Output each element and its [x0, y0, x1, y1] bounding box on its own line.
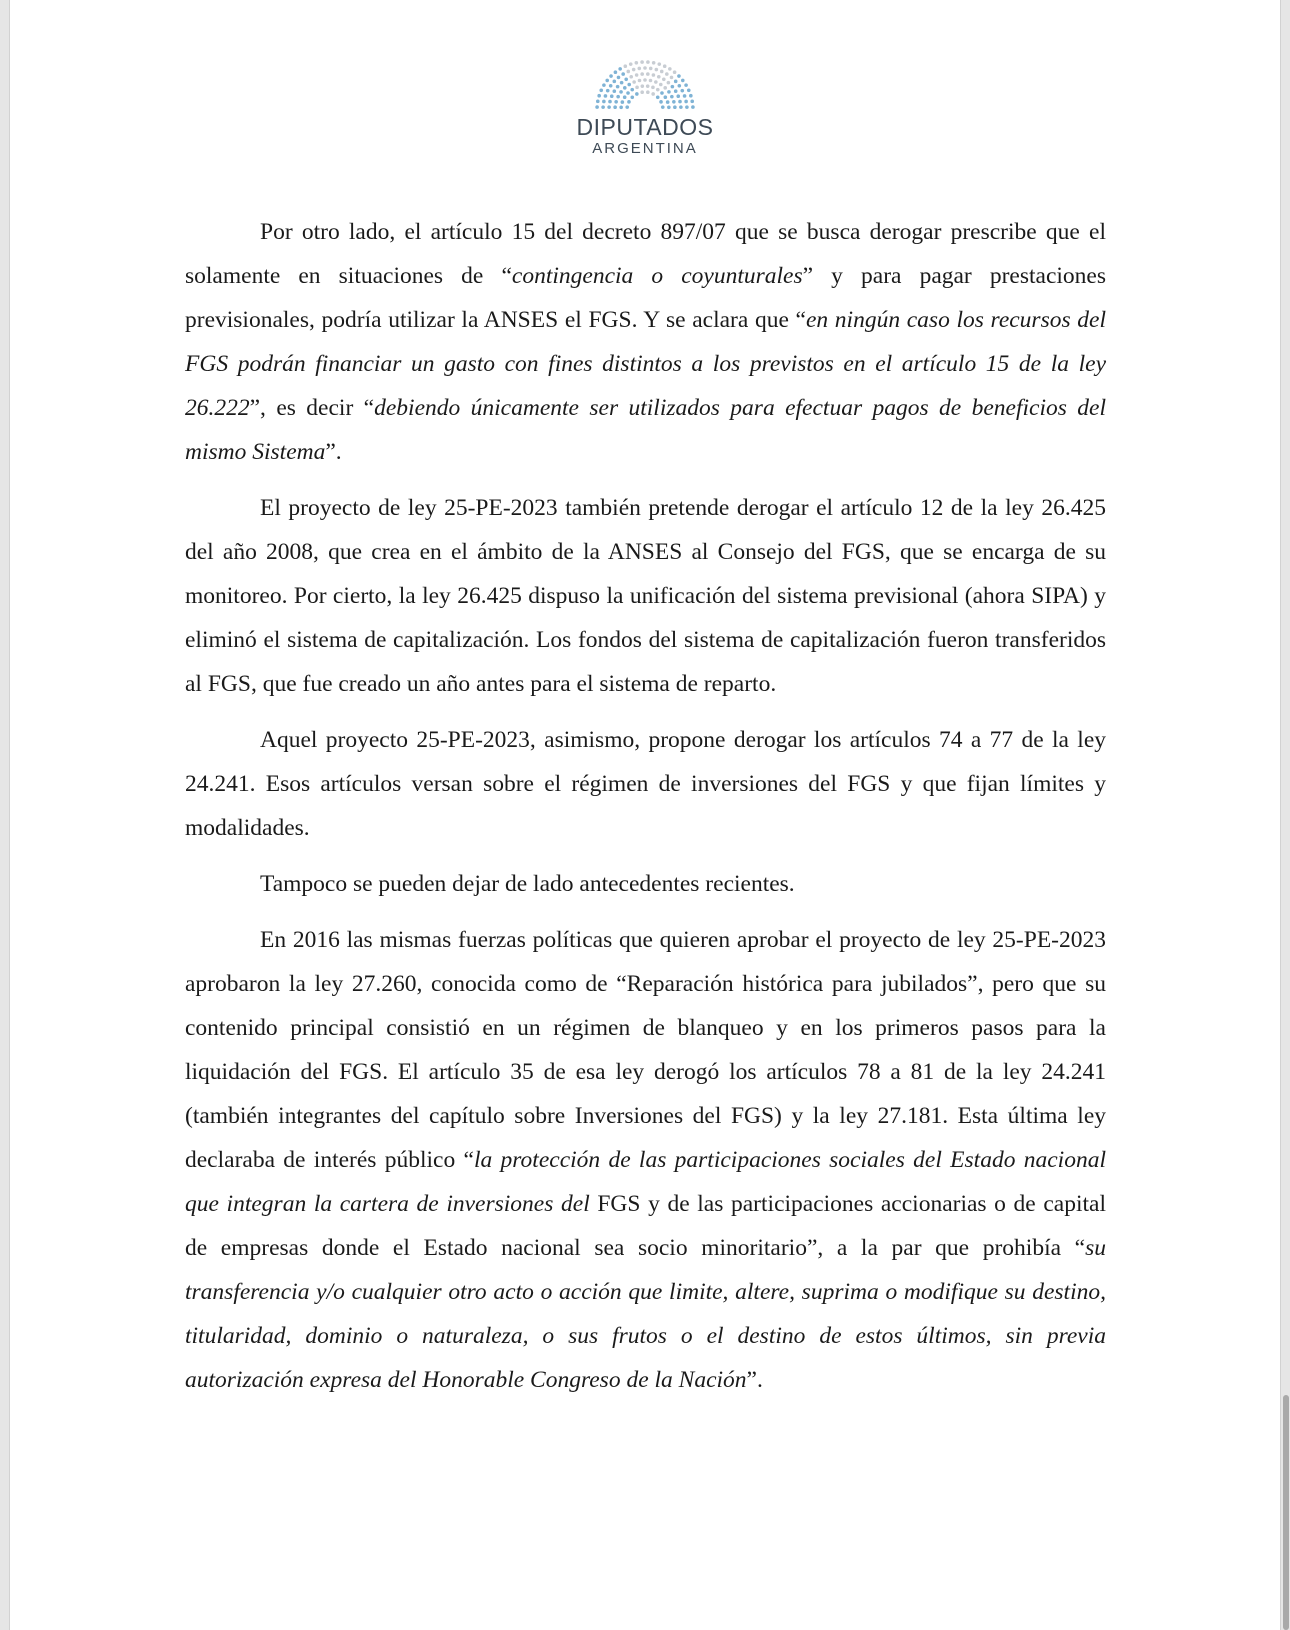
quoted-italic-text: contingencia o coyunturales — [511, 263, 803, 289]
hemicycle-seat-dot — [606, 89, 610, 93]
paragraph-text: Por otro lado, el artículo 15 del decreto 897/07 que se busca derogar prescribe que el solamente en situaciones de “ — [185, 219, 1106, 289]
hemicycle-seat-dot — [626, 91, 630, 95]
hemicycle-seat-dot — [595, 105, 599, 109]
hemicycle-seat-dot — [680, 89, 684, 93]
hemicycle-seat-dot — [625, 105, 629, 109]
hemicycle-seat-dot — [659, 83, 663, 87]
logo-subtitle: ARGENTINA — [592, 140, 698, 157]
hemicycle-seat-dot — [667, 81, 671, 85]
hemicycle-seat-dot — [672, 100, 676, 104]
paragraph-text: En 2016 las mismas fuerzas políticas que quieren aprobar el proyecto de ley 25-PE-2023 aprobaron la ley 27.260, conocida como de “Reparación histórica para jubilados”, pero que su contenido principal consistió en un régimen de blanqueo y en los primeros pasos para la liquidación del FGS. El artículo 35 de esa ley derogó los artículos 78 a 81 de la ley 24.241 (también integrantes del capítulo sobre Inversiones del FGS) y la ley 27.181. Esta última ley declaraba de interés público “ — [185, 927, 1106, 1173]
document-body — [185, 210, 1106, 1414]
paragraph-2 — [185, 486, 1106, 706]
hemicycle-seat-dot — [670, 76, 674, 80]
hemicycle-seat-dot — [624, 78, 628, 82]
hemicycle-seat-dot — [613, 105, 617, 109]
hemicycle-seat-dot — [632, 68, 636, 72]
hemicycle-seat-dot — [641, 84, 645, 88]
paragraph-text: Tampoco se pueden dejar de lado antecedentes recientes. — [260, 871, 795, 897]
hemicycle-seat-dot — [663, 86, 667, 90]
hemicycle-seat-dot — [643, 66, 647, 70]
hemicycle-seat-dot — [643, 78, 647, 82]
quoted-italic-text: su transferencia y/o cualquier otro acto o acción que limite, altere, suprima o modifique su destino, titularidad, dominio o naturaleza, o sus frutos o el destino de estos últimos, sin previa autorización expresa del Honorable Congreso de la Nación — [185, 1235, 1106, 1393]
hemicycle-seat-dot — [661, 105, 665, 109]
hemicycle-seat-dot — [608, 100, 612, 104]
hemicycle-seat-dot — [667, 90, 671, 94]
hemicycle-seat-dot — [664, 95, 668, 99]
paragraph-text: ”. — [746, 1367, 763, 1393]
paragraph-text: El proyecto de ley 25-PE-2023 también pretende derogar el artículo 12 de la ley 26.425 del año 2008, que crea en el ámbito de la ANSES al Consejo del FGS, que se encarga de su monitoreo. Por cierto, la ley 26.425 dispuso la unificación del sistema previsional (ahora SIPA) y eliminó el sistema de capitalización. Los fondos del sistema de capitalización fueron transferidos al FGS, que fue creado un año antes para el sistema de reparto. — [185, 495, 1106, 697]
paragraph-text: ” y para pagar prestaciones previsionales, podría utilizar la ANSES el FGS. Y se aclara que “ — [185, 263, 1107, 333]
hemicycle-seat-dot — [610, 94, 614, 98]
hemicycle-seat-dot — [659, 100, 663, 104]
hemicycle-seat-dot — [614, 100, 618, 104]
hemicycle-seat-dot — [609, 84, 613, 88]
page-edge-left — [0, 0, 10, 1630]
hemicycle-seat-dot — [676, 94, 680, 98]
hemicycle-seat-dot — [607, 105, 611, 109]
hemicycle-seat-dot — [656, 95, 660, 99]
hemicycle-seat-dot — [674, 80, 678, 84]
hemicycle-seat-dot — [635, 73, 639, 77]
hemicycle-seat-dot — [602, 100, 606, 104]
paragraph-text: ”. — [325, 439, 342, 465]
hemicycle-seat-dot — [605, 79, 609, 83]
hemicycle-seat-dot — [617, 76, 621, 80]
hemicycle-seat-dot — [616, 85, 620, 89]
hemicycle-seat-dot — [599, 89, 603, 93]
hemicycle-seat-dot — [678, 100, 682, 104]
hemicycle-seat-dot — [651, 92, 655, 96]
hemicycle-seat-dot — [690, 100, 694, 104]
hemicycle-seat-dot — [689, 94, 693, 98]
hemicycle-seat-dot — [629, 62, 633, 66]
hemicycle-seat-dot — [684, 100, 688, 104]
paragraph-4 — [185, 862, 1106, 906]
hemicycle-seat-dot — [671, 85, 675, 89]
hemicycle-seat-dot — [620, 81, 624, 85]
hemicycle-seat-dot — [691, 105, 695, 109]
hemicycle-seat-dot — [621, 100, 625, 104]
hemicycle-seat-dot — [616, 95, 620, 99]
hemicycle-seat-dot — [646, 84, 650, 88]
hemicycle-seat-dot — [640, 72, 644, 76]
hemicycle-seat-dot — [673, 105, 677, 109]
hemicycle-seat-dot — [654, 80, 658, 84]
hemicycle-seat-dot — [602, 83, 606, 87]
hemicycle-seat-dot — [657, 75, 661, 79]
hemicycle-seat-dot — [687, 89, 691, 93]
quoted-italic-text: la protección de las participaciones sociales del Estado nacional que integran la cartera de inversiones del — [185, 1147, 1106, 1217]
hemicycle-seat-dot — [652, 61, 656, 65]
hemicycle-seat-dot — [666, 100, 670, 104]
parliament-hemicycle-icon — [590, 58, 700, 112]
logo-title: DIPUTADOS — [576, 114, 714, 140]
hemicycle-seat-dot — [640, 90, 644, 94]
quoted-italic-text: debiendo únicamente ser utilizados para efectuar pagos de beneficios del mismo Sistema — [185, 395, 1106, 465]
hemicycle-seat-dot — [655, 68, 659, 72]
hemicycle-seat-dot — [640, 60, 644, 64]
hemicycle-seat-dot — [637, 67, 641, 71]
hemicycle-seat-dot — [656, 88, 660, 92]
hemicycle-seat-dot — [635, 86, 639, 90]
hemicycle-seat-dot — [619, 106, 623, 110]
hemicycle-seat-dot — [660, 70, 664, 74]
header-logo — [0, 58, 1290, 158]
hemicycle-seat-dot — [627, 83, 631, 87]
hemicycle-seat-dot — [665, 72, 669, 76]
hemicycle-seat-dot — [673, 70, 677, 74]
quoted-italic-text: en ningún caso los recursos del FGS podrán financiar un gasto con fines distintos a los previstos en el artículo 15 de la ley 26.222 — [185, 307, 1106, 421]
paragraph-text: Aquel proyecto 25-PE-2023, asimismo, propone derogar los artículos 74 a 77 de la ley 24.241. Esos artículos versan sobre el régimen de inversiones del FGS y que fijan límites y modalidades. — [185, 727, 1106, 841]
hemicycle-seat-dot — [623, 95, 627, 99]
hemicycle-seat-dot — [614, 70, 618, 74]
hemicycle-seat-dot — [632, 80, 636, 84]
hemicycle-seat-dot — [638, 79, 642, 83]
hemicycle-seat-dot — [597, 94, 601, 98]
hemicycle-seat-dot — [652, 73, 656, 77]
paragraph-3 — [185, 718, 1106, 850]
hemicycle-seat-dot — [646, 60, 650, 64]
hemicycle-seat-dot — [681, 79, 685, 83]
hemicycle-seat-dot — [621, 72, 625, 76]
hemicycle-seat-dot — [646, 90, 650, 94]
hemicycle-seat-dot — [601, 105, 605, 109]
hemicycle-seat-dot — [668, 67, 672, 71]
hemicycle-seat-dot — [635, 92, 639, 96]
hemicycle-seat-dot — [674, 89, 678, 93]
paragraph-text: FGS y de las participaciones accionarias o de capital de empresas donde el Estado nacional sea socio minoritario”, a la par que prohibía “ — [185, 1191, 1106, 1261]
hemicycle-seat-dot — [678, 84, 682, 88]
hemicycle-seat-dot — [618, 67, 622, 71]
hemicycle-seat-dot — [679, 105, 683, 109]
hemicycle-seat-dot — [677, 74, 681, 78]
hemicycle-seat-dot — [660, 91, 664, 95]
hemicycle-seat-dot — [630, 88, 634, 92]
paragraph-text: ”, es decir “ — [249, 395, 375, 421]
hemicycle-seat-dot — [619, 90, 623, 94]
hemicycle-seat-dot — [627, 100, 631, 104]
hemicycle-seat-dot — [663, 64, 667, 68]
hemicycle-seat-dot — [623, 86, 627, 90]
hemicycle-seat-dot — [613, 89, 617, 93]
hemicycle-seat-dot — [683, 94, 687, 98]
hemicycle-seat-dot — [630, 95, 634, 99]
hemicycle-seat-dot — [684, 83, 688, 87]
hemicycle-seat-dot — [604, 94, 608, 98]
paragraph-5 — [185, 918, 1106, 1402]
scrollbar-thumb[interactable] — [1283, 1395, 1289, 1630]
paragraph-1 — [185, 210, 1106, 474]
hemicycle-seat-dot — [649, 79, 653, 83]
vertical-scrollbar[interactable] — [1280, 0, 1290, 1630]
hemicycle-seat-dot — [662, 78, 666, 82]
hemicycle-seat-dot — [657, 62, 661, 66]
hemicycle-seat-dot — [649, 67, 653, 71]
hemicycle-seat-dot — [596, 100, 600, 104]
hemicycle-seat-dot — [635, 61, 639, 65]
hemicycle-seat-dot — [624, 64, 628, 68]
hemicycle-seat-dot — [609, 74, 613, 78]
hemicycle-seat-dot — [685, 105, 689, 109]
hemicycle-seat-dot — [667, 106, 671, 110]
hemicycle-seat-dot — [646, 72, 650, 76]
hemicycle-seat-dot — [651, 86, 655, 90]
hemicycle-seat-dot — [613, 80, 617, 84]
hemicycle-seat-dot — [626, 70, 630, 74]
hemicycle-seat-dot — [629, 75, 633, 79]
hemicycle-seat-dot — [670, 95, 674, 99]
